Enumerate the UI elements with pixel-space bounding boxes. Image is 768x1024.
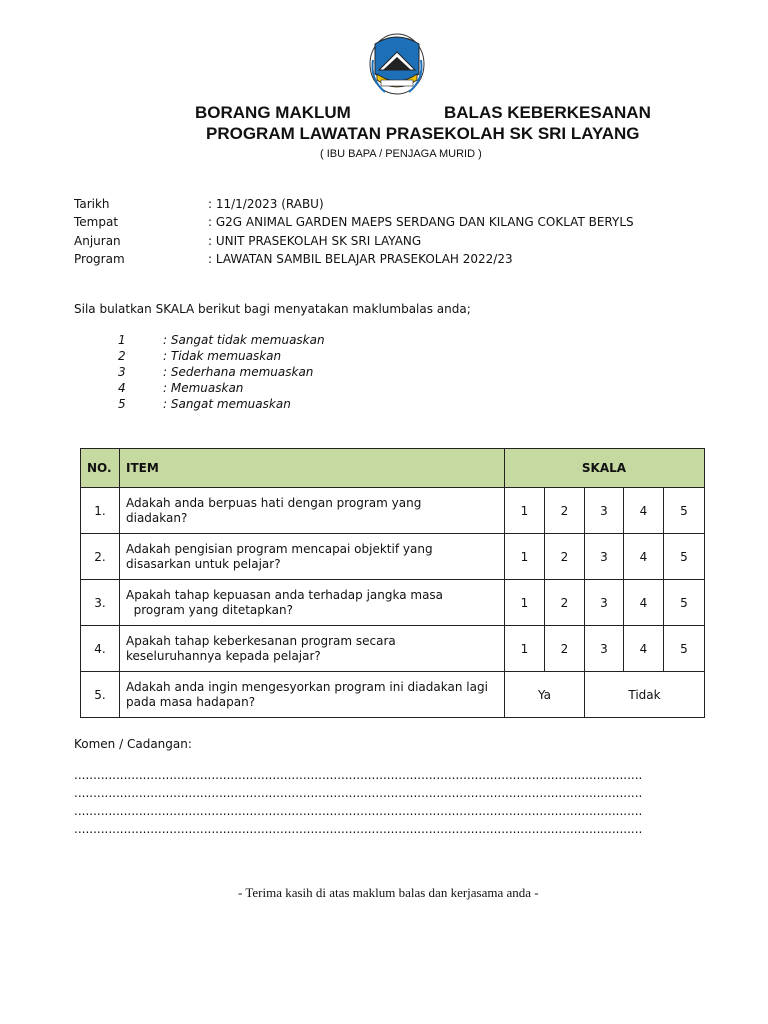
row-number: 5.	[81, 672, 120, 718]
comment-line[interactable]: .....................................................................................................................................................	[74, 804, 643, 818]
question-line: program yang ditetapkan?	[133, 602, 293, 617]
scale-option-3[interactable]: 3	[585, 488, 624, 534]
scale-option-1[interactable]: 1	[505, 488, 545, 534]
question-line: diadakan?	[126, 510, 188, 525]
answer-yes[interactable]: Ya	[505, 672, 585, 718]
scale-num-3: 3	[118, 365, 126, 379]
scale-option-5[interactable]: 5	[664, 580, 705, 626]
instruction-text: Sila bulatkan SKALA berikut bagi menyatakan maklumbalas anda;	[74, 302, 471, 316]
row-question	[120, 488, 505, 534]
scale-option-4[interactable]: 4	[624, 488, 664, 534]
comment-line[interactable]: .....................................................................................................................................................	[74, 822, 643, 836]
scale-num-2: 2	[118, 349, 126, 363]
title-line2: PROGRAM LAWATAN PRASEKOLAH SK SRI LAYANG	[206, 124, 640, 143]
row-number: 3.	[81, 580, 120, 626]
question-line: Adakah anda berpuas hati dengan program yang	[126, 495, 422, 510]
row-number: 1.	[81, 488, 120, 534]
question-line: pada masa hadapan?	[126, 694, 256, 709]
info-label-tempat: Tempat	[74, 215, 119, 229]
row-question	[120, 626, 505, 672]
title-line1-left: BORANG MAKLUM	[195, 103, 351, 122]
table-row	[81, 580, 705, 626]
scale-option-5[interactable]: 5	[664, 488, 705, 534]
comment-line[interactable]: .....................................................................................................................................................	[74, 768, 643, 782]
row-number: 4.	[81, 626, 120, 672]
comment-line[interactable]: .....................................................................................................................................................	[74, 786, 643, 800]
header-no: NO.	[81, 449, 120, 488]
scale-option-1[interactable]: 1	[505, 580, 545, 626]
subtitle: ( IBU BAPA / PENJAGA MURID )	[320, 148, 482, 160]
info-value-anjuran: : UNIT PRASEKOLAH SK SRI LAYANG	[208, 234, 422, 248]
scale-desc-4: : Memuaskan	[163, 381, 244, 395]
scale-option-5[interactable]: 5	[664, 626, 705, 672]
scale-option-2[interactable]: 2	[545, 626, 585, 672]
question-line: Adakah pengisian program mencapai objektif yang	[126, 541, 433, 556]
info-value-program: : LAWATAN SAMBIL BELAJAR PRASEKOLAH 2022/23	[208, 252, 513, 266]
evaluation-table	[80, 448, 705, 718]
table-header-row	[81, 449, 705, 488]
table-row	[81, 534, 705, 580]
school-crest-logo	[367, 30, 427, 102]
row-number: 2.	[81, 534, 120, 580]
question-line: Adakah anda ingin mengesyorkan program ini diadakan lagi	[126, 679, 488, 694]
header-skala: SKALA	[505, 449, 705, 488]
header-item: ITEM	[120, 449, 505, 488]
row-question	[120, 534, 505, 580]
question-line: keseluruhannya kepada pelajar?	[126, 648, 321, 663]
row-question	[120, 672, 505, 718]
scale-num-4: 4	[118, 381, 126, 395]
comments-label: Komen / Cadangan:	[74, 737, 192, 751]
info-label-tarikh: Tarikh	[74, 197, 110, 211]
scale-option-3[interactable]: 3	[585, 580, 624, 626]
scale-option-4[interactable]: 4	[624, 580, 664, 626]
scale-option-3[interactable]: 3	[585, 534, 624, 580]
scale-desc-5: : Sangat memuaskan	[163, 397, 291, 411]
scale-option-4[interactable]: 4	[624, 534, 664, 580]
question-line: Apakah tahap keberkesanan program secara	[126, 633, 396, 648]
answer-no[interactable]: Tidak	[585, 672, 705, 718]
scale-desc-3: : Sederhana memuaskan	[163, 365, 314, 379]
scale-option-5[interactable]: 5	[664, 534, 705, 580]
info-value-tempat: : G2G ANIMAL GARDEN MAEPS SERDANG DAN KILANG COKLAT BERYLS	[208, 215, 634, 229]
scale-option-2[interactable]: 2	[545, 534, 585, 580]
footer-thanks: - Terima kasih di atas maklum balas dan kerjasama anda -	[238, 885, 539, 900]
scale-desc-1: : Sangat tidak memuaskan	[163, 333, 325, 347]
scale-option-3[interactable]: 3	[585, 626, 624, 672]
scale-option-1[interactable]: 1	[505, 626, 545, 672]
table-row	[81, 626, 705, 672]
scale-option-1[interactable]: 1	[505, 534, 545, 580]
info-value-tarikh: : 11/1/2023 (RABU)	[208, 197, 324, 211]
question-line: Apakah tahap kepuasan anda terhadap jangka masa	[126, 587, 444, 602]
scale-desc-2: : Tidak memuaskan	[163, 349, 282, 363]
scale-option-2[interactable]: 2	[545, 580, 585, 626]
scale-option-2[interactable]: 2	[545, 488, 585, 534]
scale-num-5: 5	[118, 397, 126, 411]
table-row	[81, 488, 705, 534]
table-row	[81, 672, 705, 718]
scale-option-4[interactable]: 4	[624, 626, 664, 672]
scale-num-1: 1	[118, 333, 126, 347]
row-question	[120, 580, 505, 626]
info-label-program: Program	[74, 252, 125, 266]
question-line: disasarkan untuk pelajar?	[126, 556, 281, 571]
title-line1-right: BALAS KEBERKESANAN	[444, 103, 651, 122]
info-label-anjuran: Anjuran	[74, 234, 121, 248]
